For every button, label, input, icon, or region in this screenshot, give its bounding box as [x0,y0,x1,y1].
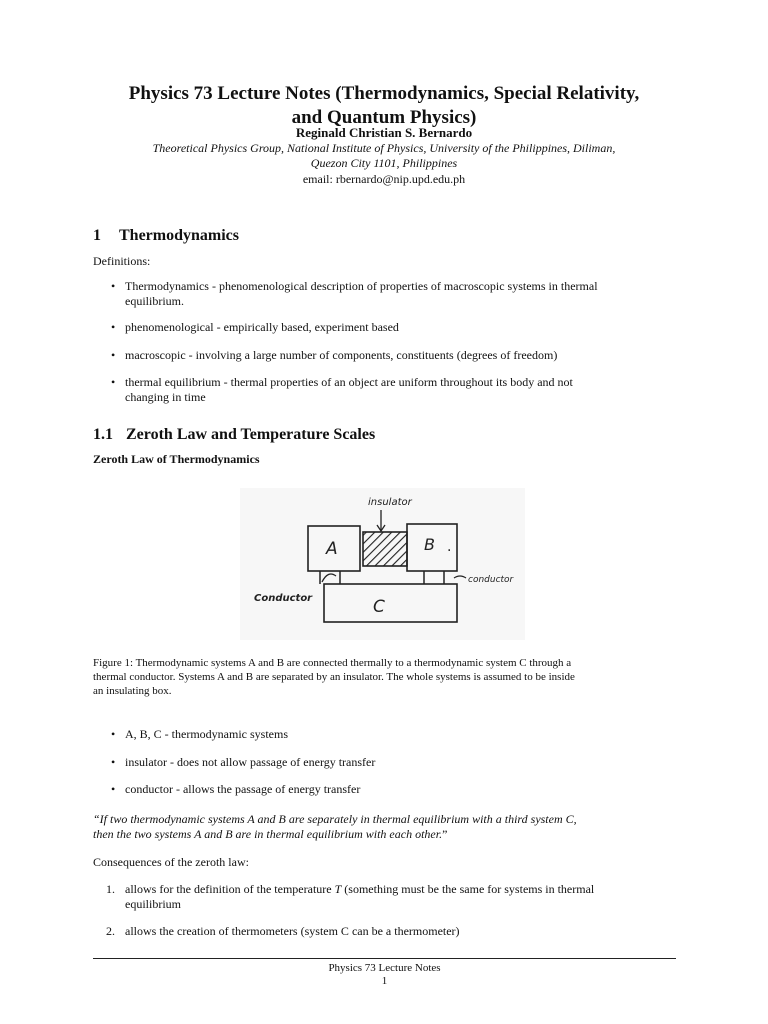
title-line-1: Physics 73 Lecture Notes (Thermodynamics, Special Relativity, [128,83,640,104]
zeroth-law-statement: “If two thermodynamic systems A and B are separately in thermal equilibrium with a third system C, then the two systems A and B are in thermal equilibrium with each other.” [93,812,577,841]
label-insulator: insulator [368,497,412,508]
svg-text:.: . [447,539,452,555]
bullet-icon: • [111,348,116,362]
bullet-icon: • [111,279,116,293]
section-number: 1 [93,227,101,244]
bullet-icon: • [111,782,116,796]
title-line-2: and Quantum Physics) [291,107,477,128]
figure-caption: Figure 1: Thermodynamic systems A and B are connected thermally to a thermodynamic system C through a thermal conductor. Systems A and B are separated by an insulator. The whole systems is assumed to be inside an insulating box. [93,657,575,697]
author-affiliation [100,141,668,171]
list-item: • phenomenological - empirically based, experiment based [111,320,399,334]
label-c: C [373,597,385,617]
author-name: Reginald Christian S. Bernardo [295,125,473,140]
conductor-left-arrow [322,574,336,582]
footer-text: Physics 73 Lecture Notes [328,962,441,974]
label-b: B [424,535,435,554]
paragraph-heading: Zeroth Law of Thermodynamics [93,452,260,466]
bullet-icon: • [111,755,116,769]
subsection-heading-zeroth-law [93,426,375,444]
label-conductor-right: conductor [468,575,514,585]
section-title: Thermodynamics [119,227,239,244]
label-conductor-left: Conductor [254,593,313,604]
affiliation-line-2: Quezon City 1101, Philippines [310,156,458,170]
subsection-title: Zeroth Law and Temperature Scales [126,426,376,443]
footer-divider [93,958,676,959]
affiliation-line-1: Theoretical Physics Group, National Institute of Physics, University of the Philippines, Diliman, [152,141,616,155]
list-item: • thermal equilibrium - thermal properties of an object are uniform throughout its body and not changing in time [111,375,573,404]
bullet-icon: • [111,727,116,741]
list-item: 2. allows the creation of thermometers (system C can be a thermometer) [106,924,460,938]
list-item: • A, B, C - thermodynamic systems [111,727,288,741]
document-title [60,82,708,130]
page-footer [93,962,676,988]
bullet-icon: • [111,375,116,389]
list-item: • Thermodynamics - phenomenological description of properties of macroscopic systems in thermal equilibrium. [111,279,598,308]
zeroth-law-sketch [240,488,525,640]
list-item: • conductor - allows the passage of energy transfer [111,782,361,796]
insulator-block [363,532,407,566]
consequences-label: Consequences of the zeroth law: [93,855,249,869]
label-a: A [326,539,338,559]
list-item: • insulator - does not allow passage of energy transfer [111,755,376,769]
list-item: 1. allows for the definition of the temperature T (something must be the same for systems in thermal equilibrium [106,882,595,911]
conductor-right-arrow [454,576,466,578]
subsection-number: 1.1 [93,426,113,443]
author-email: email: rbernardo@nip.upd.edu.ph [302,172,466,186]
section-heading-thermodynamics [93,227,239,245]
definitions-label: Definitions: [93,254,151,268]
page-number: 1 [381,975,388,987]
list-item: • macroscopic - involving a large number of components, constituents (degrees of freedom) [111,348,558,362]
system-c-box [324,584,457,622]
figure-hand-drawing [240,488,525,640]
bullet-icon: • [111,320,116,334]
